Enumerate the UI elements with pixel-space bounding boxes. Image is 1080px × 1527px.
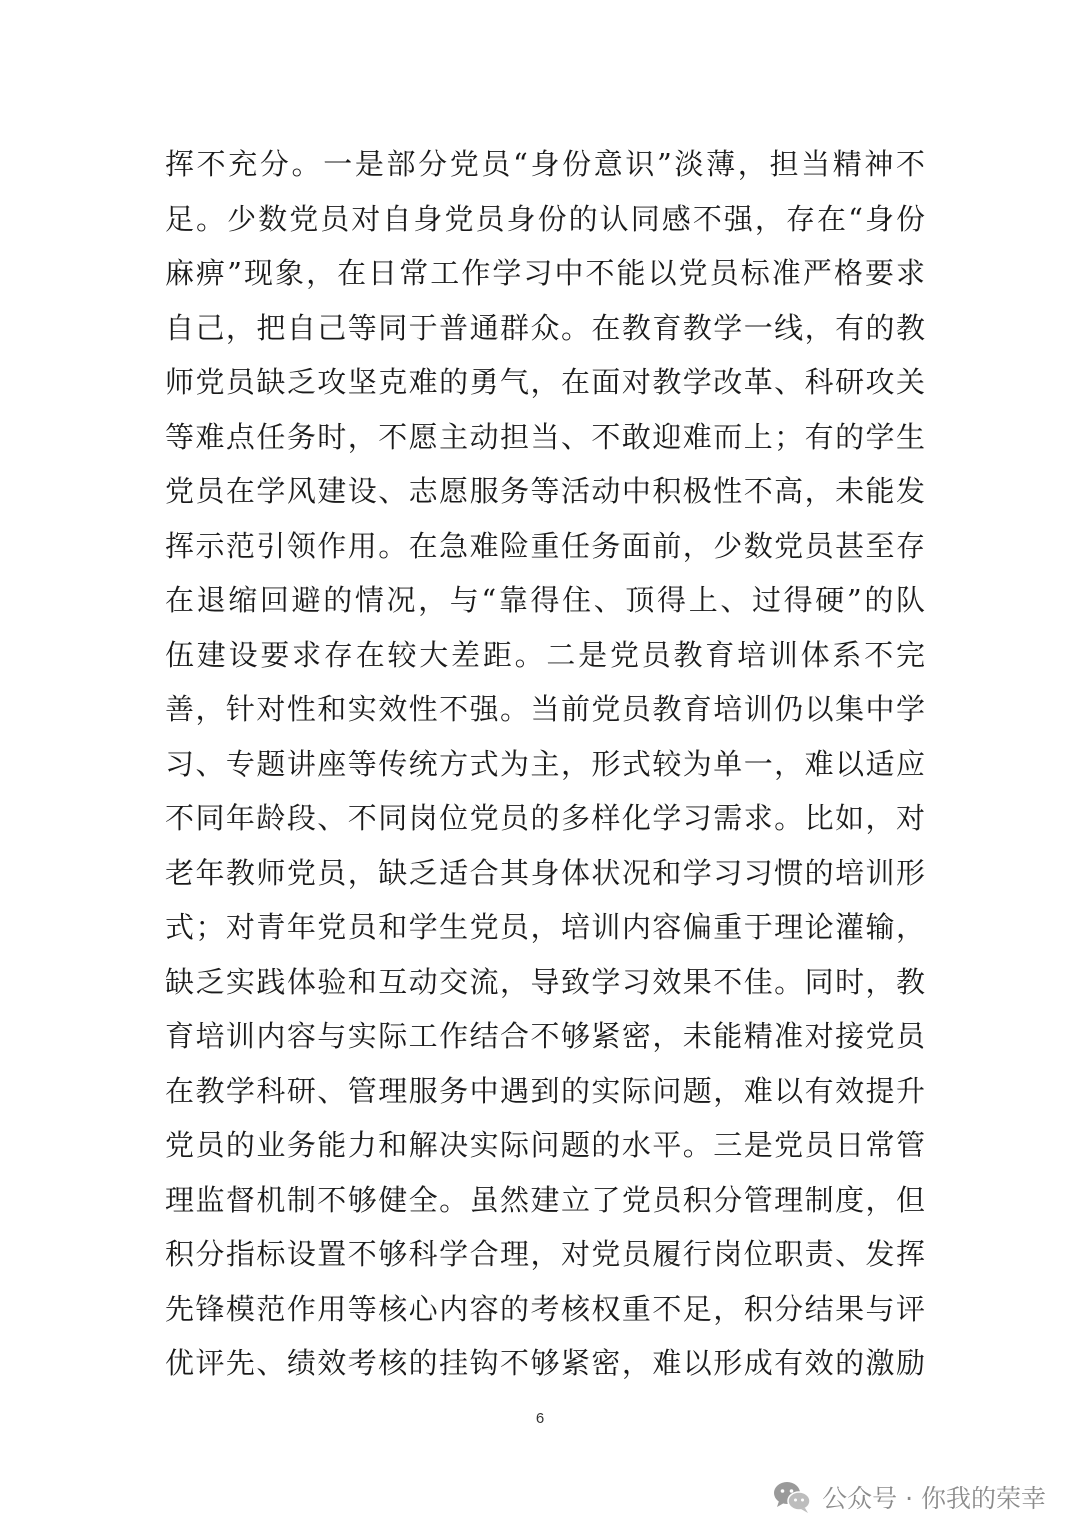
text-line: 优评先、绩效考核的挂钩不够紧密，难以形成有效的激励: [165, 1346, 925, 1380]
text-line: 伍建设要求存在较大差距。二是党员教育培训体系不完: [165, 637, 925, 672]
text-line: 足。少数党员对自身党员身份的认同感不强，存在“身份: [165, 201, 925, 236]
watermark-text: 公众号 · 你我的荣幸: [822, 1484, 1046, 1513]
watermark: [772, 1477, 1046, 1517]
text-line: 等难点任务时，不愿主动担当、不敢迎难而上；有的学生: [165, 419, 925, 454]
text-line: 党员在学风建设、志愿服务等活动中积极性不高，未能发: [165, 474, 925, 508]
text-line: 习、专题讲座等传统方式为主，形式较为单一，难以适应: [165, 746, 925, 781]
wechat-icon: [772, 1480, 812, 1514]
body-paragraph: [165, 137, 925, 1391]
text-line: 不同年龄段、不同岗位党员的多样化学习需求。比如，对: [165, 801, 925, 835]
text-line: 麻痹”现象，在日常工作学习中不能以党员标准严格要求: [165, 256, 925, 290]
text-line: 党员的业务能力和解决实际问题的水平。三是党员日常管: [165, 1128, 925, 1162]
text-line: 善，针对性和实效性不强。当前党员教育培训仍以集中学: [165, 692, 925, 726]
page-number: 6: [535, 1410, 545, 1427]
text-line: 师党员缺乏攻坚克难的勇气，在面对教学改革、科研攻关: [165, 365, 925, 399]
text-line: 在教学科研、管理服务中遇到的实际问题，难以有效提升: [165, 1073, 925, 1108]
text-line: 挥不充分。一是部分党员“身份意识”淡薄，担当精神不: [165, 147, 925, 181]
text-line: 自己，把自己等同于普通群众。在教育教学一线，有的教: [165, 310, 925, 345]
text-line: 挥示范引领作用。在急难险重任务面前，少数党员甚至存: [165, 528, 925, 563]
text-line: 理监督机制不够健全。虽然建立了党员积分管理制度，但: [165, 1182, 925, 1217]
text-line: 在退缩回避的情况，与“靠得住、顶得上、过得硬”的队: [165, 583, 925, 617]
text-line: 老年教师党员，缺乏适合其身体状况和学习习惯的培训形: [165, 855, 925, 890]
text-line: 积分指标设置不够科学合理，对党员履行岗位职责、发挥: [165, 1237, 925, 1271]
text-line: 缺乏实践体验和互动交流，导致学习效果不佳。同时，教: [165, 964, 925, 999]
text-line: 育培训内容与实际工作结合不够紧密，未能精准对接党员: [165, 1019, 925, 1053]
text-line: 式；对青年党员和学生党员，培训内容偏重于理论灌输，: [165, 910, 925, 944]
text-line: 先锋模范作用等核心内容的考核权重不足，积分结果与评: [165, 1291, 925, 1326]
